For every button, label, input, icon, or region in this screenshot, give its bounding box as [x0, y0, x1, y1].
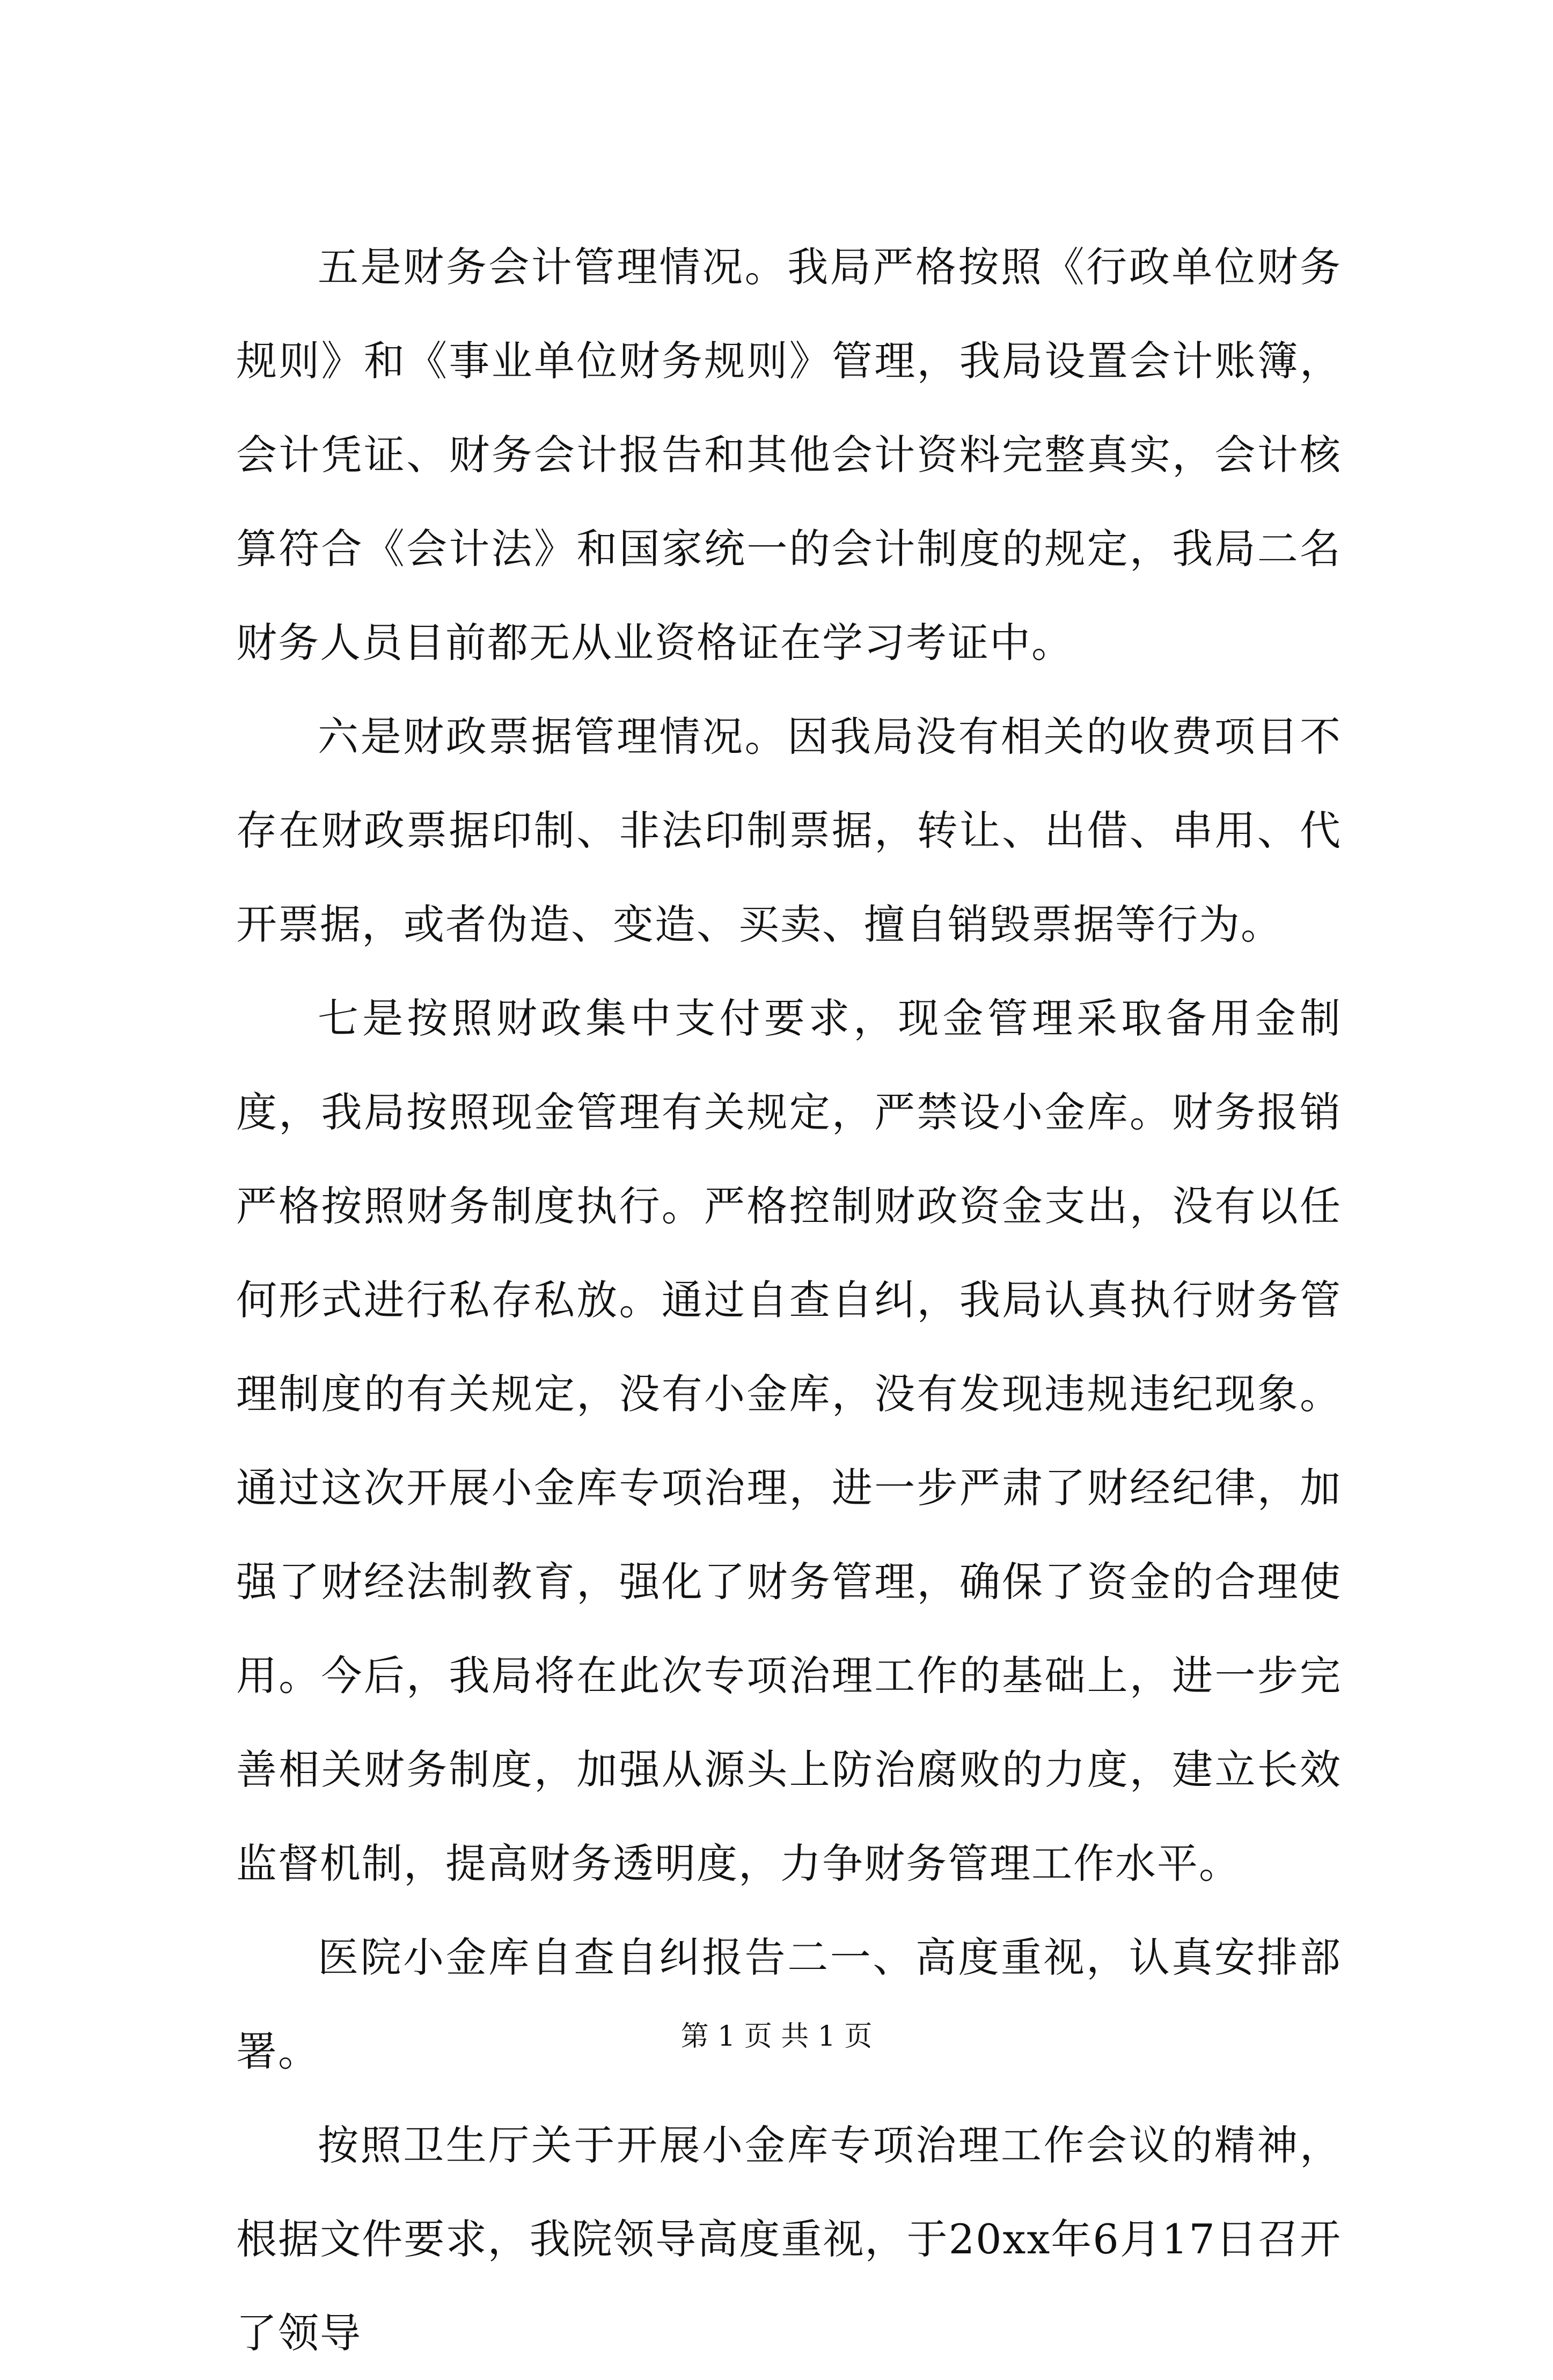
paragraph-hospital-report-heading: 医院小金库自查自纠报告二一、高度重视，认真安排部署。: [236, 1934, 1342, 2075]
paragraph-health-department-meeting: 按照卫生厅关于开展小金库专项治理工作会议的精神，根据文件要求，我院领导高度重视，于20xx年6月17日召开了领导: [236, 2121, 1342, 2357]
paragraph-fiscal-receipts: 六是财政票据管理情况。因我局没有相关的收费项目不存在财政票据印制、非法印制票据，转让、出借、串用、代开票据，或者伪造、变造、买卖、擅自销毁票据等行为。: [236, 713, 1342, 948]
paragraph-finance-accounting: 五是财务会计管理情况。我局严格按照《行政单位财务规则》和《事业单位财务规则》管理，我局设置会计账簿，会计凭证、财务会计报告和其他会计资料完整真实，会计核算符合《会计法》和国家统一的会计制度的规定，我局二名财务人员目前都无从业资格证在学习考证中。: [236, 243, 1342, 667]
document-body: [236, 220, 1342, 2380]
page-footer: 第 1 页 共 1 页: [680, 2020, 873, 2053]
paragraph-centralized-payment: 七是按照财政集中支付要求，现金管理采取备用金制度，我局按照现金管理有关规定，严禁设小金库。财务报销严格按照财务制度执行。严格控制财政资金支出，没有以任何形式进行私存私放。通过自查自纠，我局认真执行财务管理制度的有关规定，没有小金库，没有发现违规违纪现象。通过这次开展小金库专项治理，进一步严肃了财经纪律，加强了财经法制教育，强化了财务管理，确保了资金的合理使用。今后，我局将在此次专项治理工作的基础上，进一步完善相关财务制度，加强从源头上防治腐败的力度，建立长效监督机制，提高财务透明度，力争财务管理工作水平。: [236, 994, 1342, 1887]
